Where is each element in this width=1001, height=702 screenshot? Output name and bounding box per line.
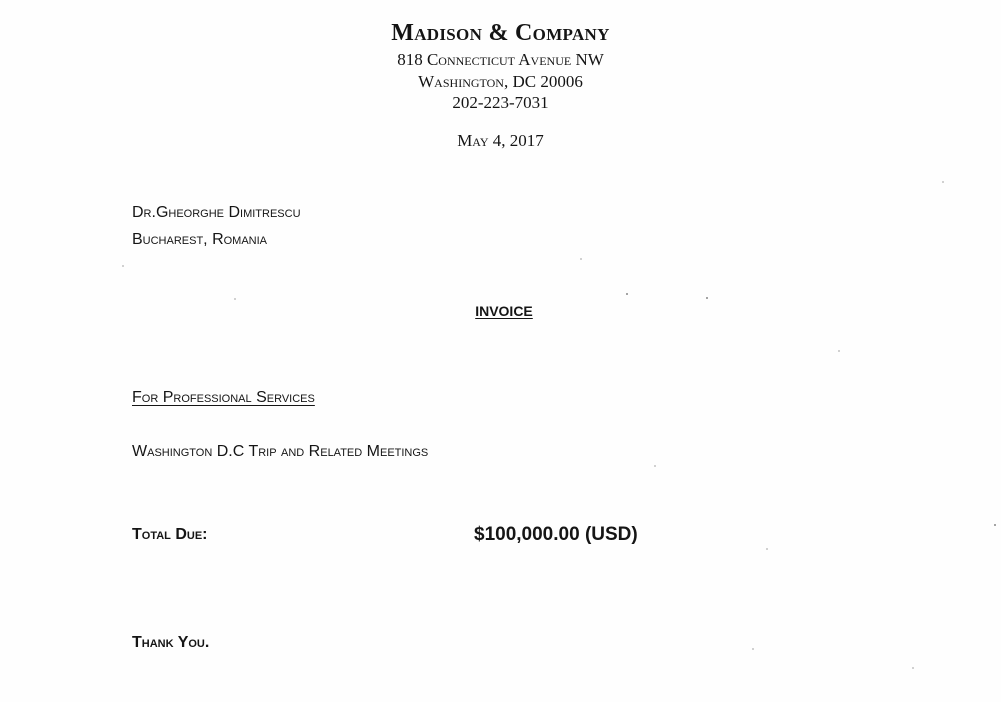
- total-due-label: Total Due:: [132, 526, 208, 543]
- scan-speck: [942, 181, 944, 183]
- scan-speck: [654, 465, 656, 467]
- closing-line: Thank You.: [132, 634, 210, 651]
- document-title: INVOICE: [475, 303, 533, 319]
- services-heading: For Professional Services: [132, 389, 315, 406]
- company-street-address: 818 Connecticut Avenue NW: [397, 50, 604, 69]
- scan-speck: [912, 667, 914, 669]
- scan-speck: [580, 258, 582, 260]
- scan-speck: [752, 648, 754, 650]
- scan-speck: [122, 265, 124, 267]
- scan-speck: [994, 524, 996, 526]
- services-description: Washington D.C Trip and Related Meetings: [132, 443, 429, 460]
- company-name: Madison & Company: [391, 20, 610, 46]
- recipient-name: Dr.Gheorghe Dimitrescu: [132, 204, 301, 221]
- invoice-date: May 4, 2017: [457, 131, 544, 150]
- scan-speck: [766, 548, 768, 550]
- scan-speck: [234, 298, 236, 300]
- scan-speck: [626, 293, 628, 295]
- company-city-state-zip: Washington, DC 20006: [418, 72, 583, 91]
- scan-speck: [706, 297, 708, 299]
- company-phone: 202-223-7031: [452, 93, 549, 112]
- total-due-amount: $100,000.00 (USD): [474, 524, 638, 545]
- scan-speck: [838, 350, 840, 352]
- recipient-location: Bucharest, Romania: [132, 231, 268, 248]
